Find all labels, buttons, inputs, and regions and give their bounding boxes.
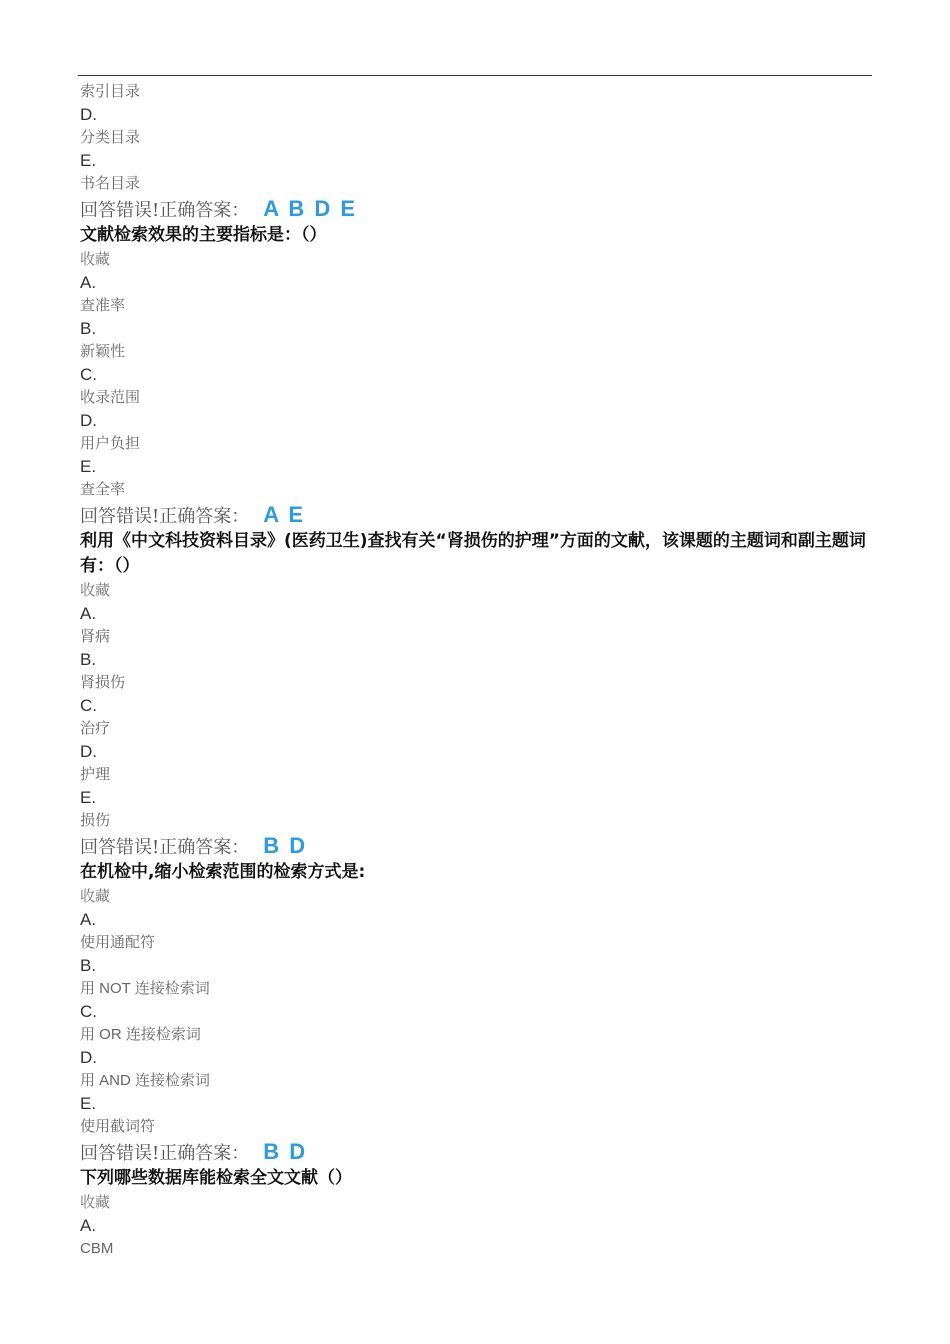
header-rule [78,75,872,76]
option-letter[interactable]: C. [80,1002,97,1021]
question-title: 下列哪些数据库能检索全文文献（） [80,1168,352,1188]
option-letter[interactable]: B. [80,319,97,338]
result-message: 回答错误!正确答案： [80,837,250,858]
option-text: 护理 [80,765,111,783]
option-letter[interactable]: E. [80,1094,97,1113]
result-message: 回答错误!正确答案： [80,1143,250,1164]
answer-result [80,501,870,529]
result-message: 回答错误!正确答案： [80,506,250,527]
option-text: 用 AND 连接检索词 [80,1072,211,1089]
option-letter[interactable]: B. [80,956,97,975]
option-text: 用户负担 [80,434,141,452]
option-letter[interactable]: E. [80,788,97,807]
correct-answer: A E [263,502,306,527]
option-letter[interactable]: A. [80,910,97,929]
favorite-link[interactable]: 收藏 [80,1193,111,1211]
option-letter[interactable]: E. [80,457,97,476]
answer-result [80,1138,870,1166]
option-letter[interactable]: C. [80,696,97,715]
favorite-link[interactable]: 收藏 [80,887,111,905]
option-letter[interactable]: D. [80,411,97,430]
question-title: 文献检索效果的主要指标是：（） [80,225,327,245]
answer-result [80,832,870,860]
document-body [80,80,870,1260]
option-letter[interactable]: D. [80,742,97,761]
correct-answer: A B D E [263,196,358,221]
option-letter[interactable]: A. [80,1216,97,1235]
option-letter[interactable]: A. [80,604,97,623]
option-text: 查准率 [80,296,126,314]
favorite-link[interactable]: 收藏 [80,581,111,599]
option-letter[interactable]: A. [80,273,97,292]
option-text: 肾病 [80,627,111,645]
option-text: 用 OR 连接检索词 [80,1026,201,1043]
result-message: 回答错误!正确答案： [80,200,250,221]
option-letter[interactable]: C. [80,365,97,384]
option-text: 书名目录 [80,174,141,192]
option-text: 收录范围 [80,388,141,406]
option-letter: E. [80,151,97,170]
option-text: 用 NOT 连接检索词 [80,980,210,997]
option-text: 查全率 [80,480,126,498]
question-title: 在机检中,缩小检索范围的检索方式是: [80,862,366,882]
option-text: 使用截词符 [80,1117,156,1135]
option-text: 索引目录 [80,82,141,100]
option-letter[interactable]: D. [80,1048,97,1067]
correct-answer: B D [263,1139,308,1164]
correct-answer: B D [263,833,308,858]
option-text: CBM [80,1240,114,1257]
option-text: 新颖性 [80,342,126,360]
option-text: 分类目录 [80,128,141,146]
option-text: 损伤 [80,811,111,829]
question-title: 利用《中文科技资料目录》(医药卫生)查找有关“肾损伤的护理”方面的文献，该课题的主题词和副主题词有：（） [80,531,866,576]
answer-result [80,195,870,223]
option-text: 治疗 [80,719,111,737]
option-letter[interactable]: B. [80,650,97,669]
option-letter: D. [80,105,97,124]
option-text: 使用通配符 [80,933,156,951]
option-text: 肾损伤 [80,673,126,691]
favorite-link[interactable]: 收藏 [80,250,111,268]
